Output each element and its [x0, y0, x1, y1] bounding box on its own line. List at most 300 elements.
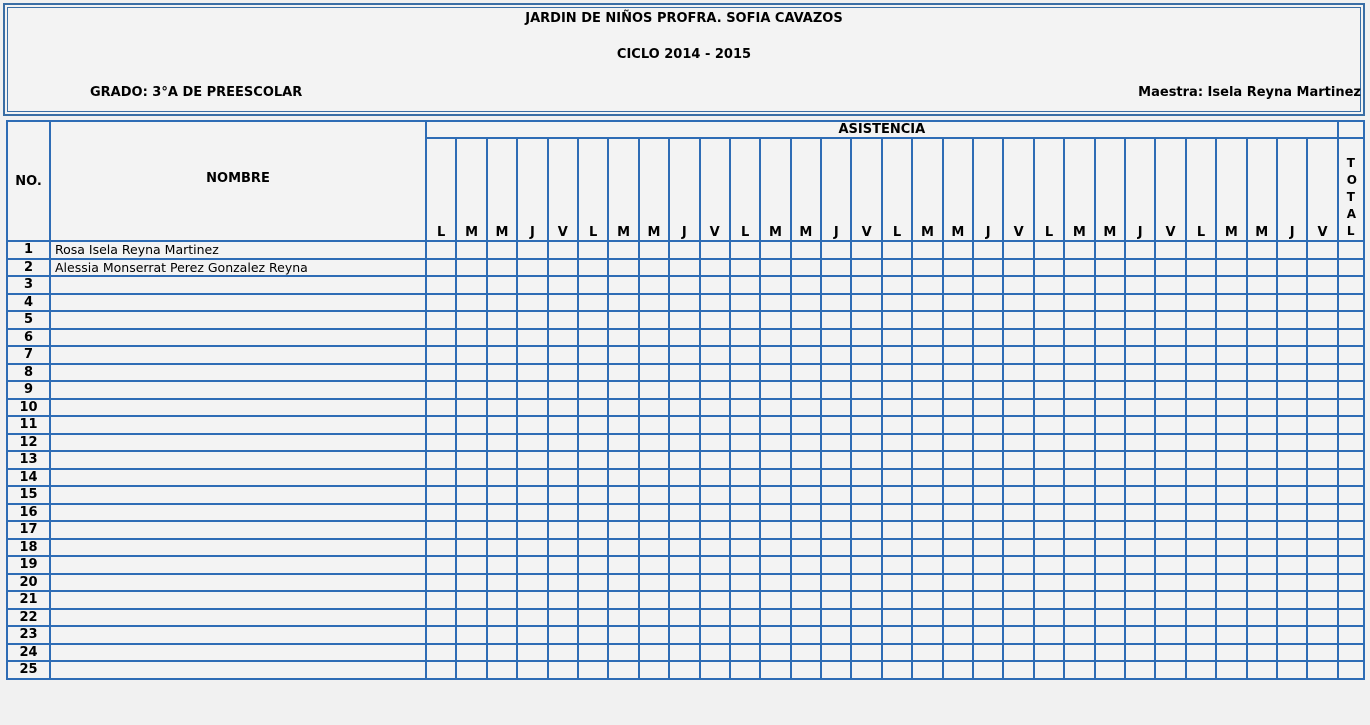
- attendance-cell[interactable]: [1003, 364, 1033, 382]
- attendance-cell[interactable]: [1064, 276, 1094, 294]
- attendance-cell[interactable]: [730, 329, 760, 347]
- attendance-cell[interactable]: [517, 399, 547, 417]
- attendance-cell[interactable]: [851, 504, 881, 522]
- attendance-cell[interactable]: [669, 469, 699, 487]
- attendance-cell[interactable]: [517, 539, 547, 557]
- attendance-cell[interactable]: [1277, 486, 1307, 504]
- attendance-cell[interactable]: [851, 434, 881, 452]
- attendance-cell[interactable]: [1307, 469, 1337, 487]
- attendance-cell[interactable]: [973, 346, 1003, 364]
- attendance-cell[interactable]: [548, 434, 578, 452]
- attendance-cell[interactable]: [608, 661, 638, 679]
- attendance-cell[interactable]: [639, 364, 669, 382]
- attendance-cell[interactable]: [1125, 294, 1155, 312]
- attendance-cell[interactable]: [912, 241, 942, 259]
- attendance-cell[interactable]: [730, 416, 760, 434]
- attendance-cell[interactable]: [821, 469, 851, 487]
- attendance-cell[interactable]: [1216, 469, 1246, 487]
- attendance-cell[interactable]: [851, 241, 881, 259]
- total-cell[interactable]: [1338, 399, 1364, 417]
- attendance-cell[interactable]: [1125, 626, 1155, 644]
- total-cell[interactable]: [1338, 381, 1364, 399]
- attendance-cell[interactable]: [487, 609, 517, 627]
- attendance-cell[interactable]: [882, 504, 912, 522]
- attendance-cell[interactable]: [517, 416, 547, 434]
- attendance-cell[interactable]: [548, 469, 578, 487]
- attendance-cell[interactable]: [1155, 311, 1185, 329]
- attendance-cell[interactable]: [426, 381, 456, 399]
- attendance-cell[interactable]: [608, 399, 638, 417]
- attendance-cell[interactable]: [1247, 574, 1277, 592]
- student-name[interactable]: [50, 399, 426, 417]
- student-name[interactable]: [50, 609, 426, 627]
- attendance-cell[interactable]: [943, 626, 973, 644]
- attendance-cell[interactable]: [700, 556, 730, 574]
- attendance-cell[interactable]: [700, 539, 730, 557]
- attendance-cell[interactable]: [973, 416, 1003, 434]
- attendance-cell[interactable]: [1216, 486, 1246, 504]
- attendance-cell[interactable]: [669, 346, 699, 364]
- attendance-cell[interactable]: [1186, 609, 1216, 627]
- attendance-cell[interactable]: [943, 364, 973, 382]
- attendance-cell[interactable]: [1216, 521, 1246, 539]
- attendance-cell[interactable]: [1277, 521, 1307, 539]
- attendance-cell[interactable]: [1095, 644, 1125, 662]
- attendance-cell[interactable]: [973, 591, 1003, 609]
- attendance-cell[interactable]: [730, 661, 760, 679]
- attendance-cell[interactable]: [791, 364, 821, 382]
- attendance-cell[interactable]: [578, 381, 608, 399]
- attendance-cell[interactable]: [426, 504, 456, 522]
- attendance-cell[interactable]: [1125, 574, 1155, 592]
- attendance-cell[interactable]: [517, 556, 547, 574]
- attendance-cell[interactable]: [1247, 469, 1277, 487]
- attendance-cell[interactable]: [1003, 294, 1033, 312]
- attendance-cell[interactable]: [882, 574, 912, 592]
- attendance-cell[interactable]: [1034, 451, 1064, 469]
- attendance-cell[interactable]: [578, 626, 608, 644]
- student-name[interactable]: [50, 574, 426, 592]
- attendance-cell[interactable]: [1064, 434, 1094, 452]
- attendance-cell[interactable]: [1186, 276, 1216, 294]
- attendance-cell[interactable]: [487, 399, 517, 417]
- attendance-cell[interactable]: [578, 294, 608, 312]
- attendance-cell[interactable]: [1125, 346, 1155, 364]
- attendance-cell[interactable]: [426, 661, 456, 679]
- attendance-cell[interactable]: [1216, 399, 1246, 417]
- attendance-cell[interactable]: [1125, 644, 1155, 662]
- attendance-cell[interactable]: [1064, 241, 1094, 259]
- attendance-cell[interactable]: [1095, 276, 1125, 294]
- attendance-cell[interactable]: [1216, 556, 1246, 574]
- attendance-cell[interactable]: [426, 311, 456, 329]
- attendance-cell[interactable]: [730, 521, 760, 539]
- attendance-cell[interactable]: [1095, 539, 1125, 557]
- attendance-cell[interactable]: [730, 276, 760, 294]
- attendance-cell[interactable]: [730, 469, 760, 487]
- attendance-cell[interactable]: [1186, 294, 1216, 312]
- attendance-cell[interactable]: [973, 364, 1003, 382]
- attendance-cell[interactable]: [517, 661, 547, 679]
- attendance-cell[interactable]: [1034, 329, 1064, 347]
- student-name[interactable]: [50, 644, 426, 662]
- attendance-cell[interactable]: [700, 259, 730, 277]
- attendance-cell[interactable]: [791, 539, 821, 557]
- attendance-cell[interactable]: [639, 609, 669, 627]
- student-name[interactable]: [50, 364, 426, 382]
- attendance-cell[interactable]: [1064, 399, 1094, 417]
- attendance-cell[interactable]: [821, 504, 851, 522]
- attendance-cell[interactable]: [791, 311, 821, 329]
- attendance-cell[interactable]: [1095, 504, 1125, 522]
- attendance-cell[interactable]: [608, 241, 638, 259]
- attendance-cell[interactable]: [1247, 329, 1277, 347]
- attendance-cell[interactable]: [1125, 259, 1155, 277]
- attendance-cell[interactable]: [912, 381, 942, 399]
- attendance-cell[interactable]: [1307, 434, 1337, 452]
- attendance-cell[interactable]: [973, 661, 1003, 679]
- attendance-cell[interactable]: [1034, 556, 1064, 574]
- attendance-cell[interactable]: [791, 276, 821, 294]
- attendance-cell[interactable]: [973, 556, 1003, 574]
- attendance-cell[interactable]: [1034, 591, 1064, 609]
- attendance-cell[interactable]: [882, 294, 912, 312]
- attendance-cell[interactable]: [608, 591, 638, 609]
- attendance-cell[interactable]: [851, 259, 881, 277]
- student-name[interactable]: [50, 346, 426, 364]
- attendance-cell[interactable]: [1064, 644, 1094, 662]
- attendance-cell[interactable]: [912, 294, 942, 312]
- attendance-cell[interactable]: [456, 399, 486, 417]
- attendance-cell[interactable]: [943, 661, 973, 679]
- attendance-cell[interactable]: [851, 574, 881, 592]
- attendance-cell[interactable]: [1307, 399, 1337, 417]
- attendance-cell[interactable]: [730, 626, 760, 644]
- attendance-cell[interactable]: [1155, 556, 1185, 574]
- attendance-cell[interactable]: [730, 241, 760, 259]
- attendance-cell[interactable]: [1247, 609, 1277, 627]
- attendance-cell[interactable]: [851, 556, 881, 574]
- attendance-cell[interactable]: [1034, 294, 1064, 312]
- attendance-cell[interactable]: [517, 311, 547, 329]
- attendance-cell[interactable]: [1216, 591, 1246, 609]
- attendance-cell[interactable]: [517, 434, 547, 452]
- attendance-cell[interactable]: [608, 451, 638, 469]
- attendance-cell[interactable]: [426, 521, 456, 539]
- attendance-cell[interactable]: [882, 329, 912, 347]
- attendance-cell[interactable]: [1034, 574, 1064, 592]
- attendance-cell[interactable]: [1003, 661, 1033, 679]
- attendance-cell[interactable]: [700, 364, 730, 382]
- attendance-cell[interactable]: [578, 451, 608, 469]
- total-cell[interactable]: [1338, 329, 1364, 347]
- attendance-cell[interactable]: [578, 539, 608, 557]
- attendance-cell[interactable]: [943, 241, 973, 259]
- attendance-cell[interactable]: [973, 451, 1003, 469]
- attendance-cell[interactable]: [760, 276, 790, 294]
- total-cell[interactable]: [1338, 416, 1364, 434]
- attendance-cell[interactable]: [578, 661, 608, 679]
- attendance-cell[interactable]: [669, 294, 699, 312]
- attendance-cell[interactable]: [1064, 364, 1094, 382]
- attendance-cell[interactable]: [1003, 329, 1033, 347]
- attendance-cell[interactable]: [821, 329, 851, 347]
- attendance-cell[interactable]: [1064, 504, 1094, 522]
- total-cell[interactable]: [1338, 434, 1364, 452]
- attendance-cell[interactable]: [1064, 626, 1094, 644]
- attendance-cell[interactable]: [760, 329, 790, 347]
- student-name[interactable]: [50, 469, 426, 487]
- attendance-cell[interactable]: [791, 346, 821, 364]
- attendance-cell[interactable]: [760, 311, 790, 329]
- attendance-cell[interactable]: [517, 574, 547, 592]
- attendance-cell[interactable]: [943, 574, 973, 592]
- attendance-cell[interactable]: [973, 521, 1003, 539]
- attendance-cell[interactable]: [578, 276, 608, 294]
- attendance-cell[interactable]: [456, 539, 486, 557]
- attendance-cell[interactable]: [851, 644, 881, 662]
- attendance-cell[interactable]: [700, 241, 730, 259]
- attendance-cell[interactable]: [912, 311, 942, 329]
- attendance-cell[interactable]: [608, 539, 638, 557]
- attendance-cell[interactable]: [1155, 434, 1185, 452]
- attendance-cell[interactable]: [548, 329, 578, 347]
- attendance-cell[interactable]: [1277, 609, 1307, 627]
- attendance-cell[interactable]: [1125, 416, 1155, 434]
- attendance-cell[interactable]: [973, 241, 1003, 259]
- attendance-cell[interactable]: [487, 591, 517, 609]
- attendance-cell[interactable]: [578, 416, 608, 434]
- attendance-cell[interactable]: [517, 609, 547, 627]
- attendance-cell[interactable]: [639, 626, 669, 644]
- attendance-cell[interactable]: [760, 574, 790, 592]
- attendance-cell[interactable]: [700, 346, 730, 364]
- attendance-cell[interactable]: [791, 661, 821, 679]
- attendance-cell[interactable]: [1064, 329, 1094, 347]
- attendance-cell[interactable]: [851, 521, 881, 539]
- attendance-cell[interactable]: [730, 644, 760, 662]
- attendance-cell[interactable]: [730, 591, 760, 609]
- attendance-cell[interactable]: [1307, 539, 1337, 557]
- attendance-cell[interactable]: [517, 241, 547, 259]
- attendance-cell[interactable]: [1247, 486, 1277, 504]
- attendance-cell[interactable]: [1034, 539, 1064, 557]
- attendance-cell[interactable]: [1186, 259, 1216, 277]
- total-cell[interactable]: [1338, 644, 1364, 662]
- total-cell[interactable]: [1338, 346, 1364, 364]
- attendance-cell[interactable]: [456, 486, 486, 504]
- attendance-cell[interactable]: [1277, 259, 1307, 277]
- attendance-cell[interactable]: [882, 364, 912, 382]
- attendance-cell[interactable]: [1307, 311, 1337, 329]
- attendance-cell[interactable]: [1247, 521, 1277, 539]
- attendance-cell[interactable]: [1186, 451, 1216, 469]
- attendance-cell[interactable]: [1125, 661, 1155, 679]
- attendance-cell[interactable]: [1125, 556, 1155, 574]
- attendance-cell[interactable]: [882, 399, 912, 417]
- attendance-cell[interactable]: [912, 609, 942, 627]
- attendance-cell[interactable]: [943, 416, 973, 434]
- attendance-cell[interactable]: [517, 451, 547, 469]
- attendance-cell[interactable]: [548, 626, 578, 644]
- attendance-cell[interactable]: [882, 539, 912, 557]
- attendance-cell[interactable]: [730, 346, 760, 364]
- attendance-cell[interactable]: [578, 486, 608, 504]
- attendance-cell[interactable]: [1095, 399, 1125, 417]
- attendance-cell[interactable]: [1003, 574, 1033, 592]
- attendance-cell[interactable]: [851, 329, 881, 347]
- attendance-cell[interactable]: [517, 294, 547, 312]
- attendance-cell[interactable]: [791, 434, 821, 452]
- attendance-cell[interactable]: [1277, 416, 1307, 434]
- attendance-cell[interactable]: [851, 311, 881, 329]
- attendance-cell[interactable]: [578, 399, 608, 417]
- attendance-cell[interactable]: [882, 521, 912, 539]
- attendance-cell[interactable]: [1095, 451, 1125, 469]
- attendance-cell[interactable]: [426, 451, 456, 469]
- attendance-cell[interactable]: [608, 521, 638, 539]
- attendance-cell[interactable]: [1247, 276, 1277, 294]
- attendance-cell[interactable]: [851, 276, 881, 294]
- attendance-cell[interactable]: [1186, 241, 1216, 259]
- attendance-cell[interactable]: [639, 381, 669, 399]
- attendance-cell[interactable]: [1277, 329, 1307, 347]
- attendance-cell[interactable]: [1064, 574, 1094, 592]
- attendance-cell[interactable]: [700, 469, 730, 487]
- attendance-cell[interactable]: [669, 591, 699, 609]
- attendance-cell[interactable]: [578, 311, 608, 329]
- attendance-cell[interactable]: [1247, 451, 1277, 469]
- attendance-cell[interactable]: [912, 434, 942, 452]
- attendance-cell[interactable]: [1155, 364, 1185, 382]
- attendance-cell[interactable]: [1277, 626, 1307, 644]
- attendance-cell[interactable]: [1307, 661, 1337, 679]
- attendance-cell[interactable]: [669, 539, 699, 557]
- attendance-cell[interactable]: [821, 381, 851, 399]
- attendance-cell[interactable]: [1095, 521, 1125, 539]
- attendance-cell[interactable]: [639, 329, 669, 347]
- attendance-cell[interactable]: [1155, 486, 1185, 504]
- attendance-cell[interactable]: [1186, 626, 1216, 644]
- attendance-cell[interactable]: [851, 609, 881, 627]
- attendance-cell[interactable]: [456, 381, 486, 399]
- attendance-cell[interactable]: [456, 276, 486, 294]
- attendance-cell[interactable]: [487, 504, 517, 522]
- attendance-cell[interactable]: [1277, 381, 1307, 399]
- attendance-cell[interactable]: [1034, 521, 1064, 539]
- attendance-cell[interactable]: [487, 644, 517, 662]
- attendance-cell[interactable]: [1186, 469, 1216, 487]
- attendance-cell[interactable]: [517, 346, 547, 364]
- attendance-cell[interactable]: [1064, 294, 1094, 312]
- attendance-cell[interactable]: [639, 434, 669, 452]
- attendance-cell[interactable]: [639, 416, 669, 434]
- attendance-cell[interactable]: [456, 574, 486, 592]
- attendance-cell[interactable]: [973, 399, 1003, 417]
- attendance-cell[interactable]: [1277, 311, 1307, 329]
- attendance-cell[interactable]: [1095, 609, 1125, 627]
- attendance-cell[interactable]: [730, 451, 760, 469]
- attendance-cell[interactable]: [1155, 381, 1185, 399]
- attendance-cell[interactable]: [1277, 591, 1307, 609]
- attendance-cell[interactable]: [791, 469, 821, 487]
- attendance-cell[interactable]: [821, 416, 851, 434]
- student-name[interactable]: [50, 556, 426, 574]
- attendance-cell[interactable]: [821, 486, 851, 504]
- attendance-cell[interactable]: [1247, 434, 1277, 452]
- attendance-cell[interactable]: [973, 574, 1003, 592]
- student-name[interactable]: [50, 381, 426, 399]
- attendance-cell[interactable]: [548, 609, 578, 627]
- student-name[interactable]: [50, 416, 426, 434]
- attendance-cell[interactable]: [456, 591, 486, 609]
- attendance-cell[interactable]: [912, 346, 942, 364]
- attendance-cell[interactable]: [487, 539, 517, 557]
- attendance-cell[interactable]: [821, 434, 851, 452]
- attendance-cell[interactable]: [973, 311, 1003, 329]
- attendance-cell[interactable]: [791, 381, 821, 399]
- attendance-cell[interactable]: [1064, 486, 1094, 504]
- attendance-cell[interactable]: [1125, 521, 1155, 539]
- attendance-cell[interactable]: [639, 311, 669, 329]
- attendance-cell[interactable]: [851, 539, 881, 557]
- attendance-cell[interactable]: [730, 556, 760, 574]
- attendance-cell[interactable]: [1155, 591, 1185, 609]
- attendance-cell[interactable]: [791, 626, 821, 644]
- attendance-cell[interactable]: [548, 399, 578, 417]
- attendance-cell[interactable]: [548, 416, 578, 434]
- attendance-cell[interactable]: [943, 609, 973, 627]
- attendance-cell[interactable]: [1277, 241, 1307, 259]
- attendance-cell[interactable]: [760, 556, 790, 574]
- attendance-cell[interactable]: [608, 311, 638, 329]
- attendance-cell[interactable]: [730, 311, 760, 329]
- attendance-cell[interactable]: [548, 574, 578, 592]
- attendance-cell[interactable]: [943, 486, 973, 504]
- attendance-cell[interactable]: [548, 486, 578, 504]
- attendance-cell[interactable]: [1247, 661, 1277, 679]
- total-cell[interactable]: [1338, 661, 1364, 679]
- attendance-cell[interactable]: [1186, 434, 1216, 452]
- attendance-cell[interactable]: [943, 451, 973, 469]
- attendance-cell[interactable]: [1277, 556, 1307, 574]
- attendance-cell[interactable]: [1277, 644, 1307, 662]
- attendance-cell[interactable]: [1186, 574, 1216, 592]
- attendance-cell[interactable]: [639, 539, 669, 557]
- attendance-cell[interactable]: [730, 574, 760, 592]
- attendance-cell[interactable]: [851, 399, 881, 417]
- attendance-cell[interactable]: [882, 609, 912, 627]
- attendance-cell[interactable]: [791, 241, 821, 259]
- attendance-cell[interactable]: [760, 469, 790, 487]
- attendance-cell[interactable]: [1307, 556, 1337, 574]
- attendance-cell[interactable]: [821, 241, 851, 259]
- attendance-cell[interactable]: [760, 609, 790, 627]
- attendance-cell[interactable]: [548, 644, 578, 662]
- attendance-cell[interactable]: [1186, 364, 1216, 382]
- attendance-cell[interactable]: [912, 451, 942, 469]
- attendance-cell[interactable]: [426, 294, 456, 312]
- attendance-cell[interactable]: [426, 486, 456, 504]
- attendance-cell[interactable]: [578, 259, 608, 277]
- attendance-cell[interactable]: [1216, 574, 1246, 592]
- attendance-cell[interactable]: [1277, 574, 1307, 592]
- attendance-cell[interactable]: [760, 486, 790, 504]
- attendance-cell[interactable]: [882, 276, 912, 294]
- attendance-cell[interactable]: [1307, 451, 1337, 469]
- attendance-cell[interactable]: [1155, 626, 1185, 644]
- attendance-cell[interactable]: [1247, 556, 1277, 574]
